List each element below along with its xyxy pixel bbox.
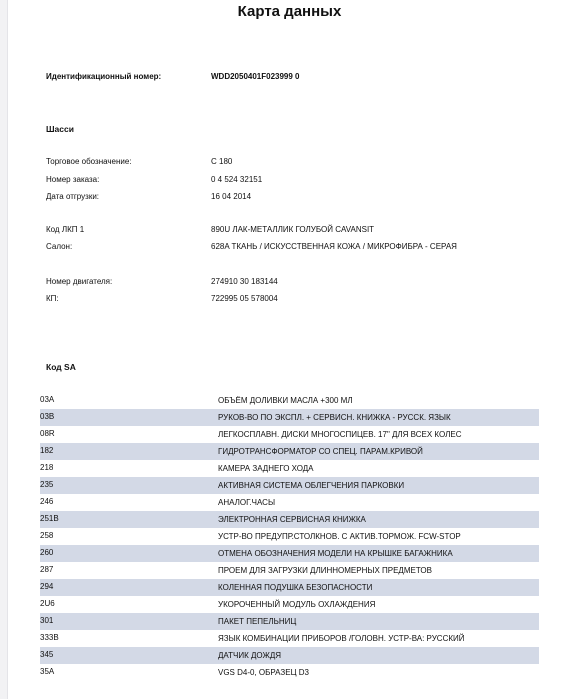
- sa-code: 333B: [40, 633, 59, 642]
- vin-label: Идентификационный номер:: [46, 72, 162, 81]
- table-row: [40, 647, 539, 664]
- sa-description: АНАЛОГ.ЧАСЫ: [218, 498, 276, 507]
- table-row: [40, 630, 539, 647]
- sa-code: 235: [40, 480, 54, 489]
- sa-code: 345: [40, 650, 54, 659]
- table-row: [40, 528, 539, 545]
- transmission-value: 722995 05 578004: [211, 294, 278, 303]
- sa-code: 08R: [40, 429, 55, 438]
- engine-number-value: 274910 30 183144: [211, 277, 278, 286]
- sa-description: ОБЪЁМ ДОЛИВКИ МАСЛА +300 МЛ: [218, 396, 353, 405]
- table-row: [40, 392, 539, 409]
- sa-code: 260: [40, 548, 54, 557]
- sa-description: ЭЛЕКТРОННАЯ СЕРВИСНАЯ КНИЖКА: [218, 515, 366, 524]
- sa-description: КОЛЕННАЯ ПОДУШКА БЕЗОПАСНОСТИ: [218, 583, 373, 592]
- sa-description: ПАКЕТ ПЕПЕЛЬНИЦ: [218, 617, 297, 626]
- transmission-label: КП:: [46, 294, 59, 303]
- vin-value: WDD2050401F023999 0: [211, 72, 300, 81]
- paint-code-value: 890U ЛАК-МЕТАЛЛИК ГОЛУБОЙ CAVANSIT: [211, 225, 375, 234]
- sa-description: ЛЕГКОСПЛАВН. ДИСКИ МНОГОСПИЦЕВ. 17" ДЛЯ ВСЕХ КОЛЕС: [218, 430, 462, 439]
- interior-label: Салон:: [46, 242, 73, 251]
- chassis-heading: Шасси: [46, 124, 74, 134]
- table-row: [40, 596, 539, 613]
- paint-code-label: Код ЛКП 1: [46, 225, 85, 234]
- sa-code: 218: [40, 463, 54, 472]
- table-row: [40, 562, 539, 579]
- table-row: [40, 664, 539, 681]
- table-row: [40, 545, 539, 562]
- sa-description: АКТИВНАЯ СИСТЕМА ОБЛЕГЧЕНИЯ ПАРКОВКИ: [218, 481, 405, 490]
- sa-description: УСТР-ВО ПРЕДУПР.СТОЛКНОВ. С АКТИВ.ТОРМОЖ. FCW-STOP: [218, 532, 461, 541]
- interior-value: 628A ТКАНЬ / ИСКУССТВЕННАЯ КОЖА / МИКРОФИБРА - СЕРАЯ: [211, 242, 457, 251]
- sa-description: КАМЕРА ЗАДНЕГО ХОДА: [218, 464, 314, 473]
- sa-code: 2U6: [40, 599, 55, 608]
- table-row: [40, 443, 539, 460]
- engine-number-label: Номер двигателя:: [46, 277, 113, 286]
- sa-description: ОТМЕНА ОБОЗНАЧЕНИЯ МОДЕЛИ НА КРЫШКЕ БАГАЖНИКА: [218, 549, 453, 558]
- sa-codes-table: [40, 392, 539, 681]
- table-row: [40, 613, 539, 630]
- table-row: [40, 494, 539, 511]
- order-number-value: 0 4 524 32151: [211, 175, 263, 184]
- table-row: [40, 579, 539, 596]
- sa-description: ДАТЧИК ДОЖДЯ: [218, 651, 282, 660]
- shipping-date-value: 16 04 2014: [211, 192, 252, 201]
- table-row: [40, 409, 539, 426]
- shipping-date-label: Дата отгрузки:: [46, 192, 100, 201]
- table-row: [40, 460, 539, 477]
- order-number-label: Номер заказа:: [46, 175, 100, 184]
- document-title: Карта данных: [237, 3, 342, 20]
- table-row: [40, 511, 539, 528]
- sa-description: ПРОЕМ ДЛЯ ЗАГРУЗКИ ДЛИННОМЕРНЫХ ПРЕДМЕТОВ: [218, 566, 432, 575]
- sa-code: 287: [40, 565, 54, 574]
- sa-code: 246: [40, 497, 54, 506]
- sa-code: 03A: [40, 395, 55, 404]
- sa-description: РУКОВ-ВО ПО ЭКСПЛ. + СЕРВИСН. КНИЖКА - РУССК. ЯЗЫК: [218, 413, 451, 422]
- document-page: [7, 0, 570, 699]
- sa-code: 35A: [40, 667, 55, 676]
- sa-code: 182: [40, 446, 54, 455]
- trade-designation-label: Торговое обозначение:: [46, 157, 132, 166]
- trade-designation-value: C 180: [211, 157, 233, 166]
- sa-description: ЯЗЫК КОМБИНАЦИИ ПРИБОРОВ /ГОЛОВН. УСТР-ВА: РУССКИЙ: [218, 634, 465, 643]
- sa-description: VGS D4-0, ОБРАЗЕЦ D3: [218, 668, 309, 677]
- sa-codes-heading: Код SA: [46, 362, 76, 372]
- sa-code: 258: [40, 531, 54, 540]
- sa-code: 294: [40, 582, 54, 591]
- sa-code: 251B: [40, 514, 59, 523]
- sa-code: 301: [40, 616, 54, 625]
- sa-description: ГИДРОТРАНСФОРМАТОР СО СПЕЦ. ПАРАМ.КРИВОЙ: [218, 447, 423, 456]
- table-row: [40, 426, 539, 443]
- table-row: [40, 477, 539, 494]
- sa-description: УКОРОЧЕННЫЙ МОДУЛЬ ОХЛАЖДЕНИЯ: [218, 600, 376, 609]
- sa-code: 03B: [40, 412, 55, 421]
